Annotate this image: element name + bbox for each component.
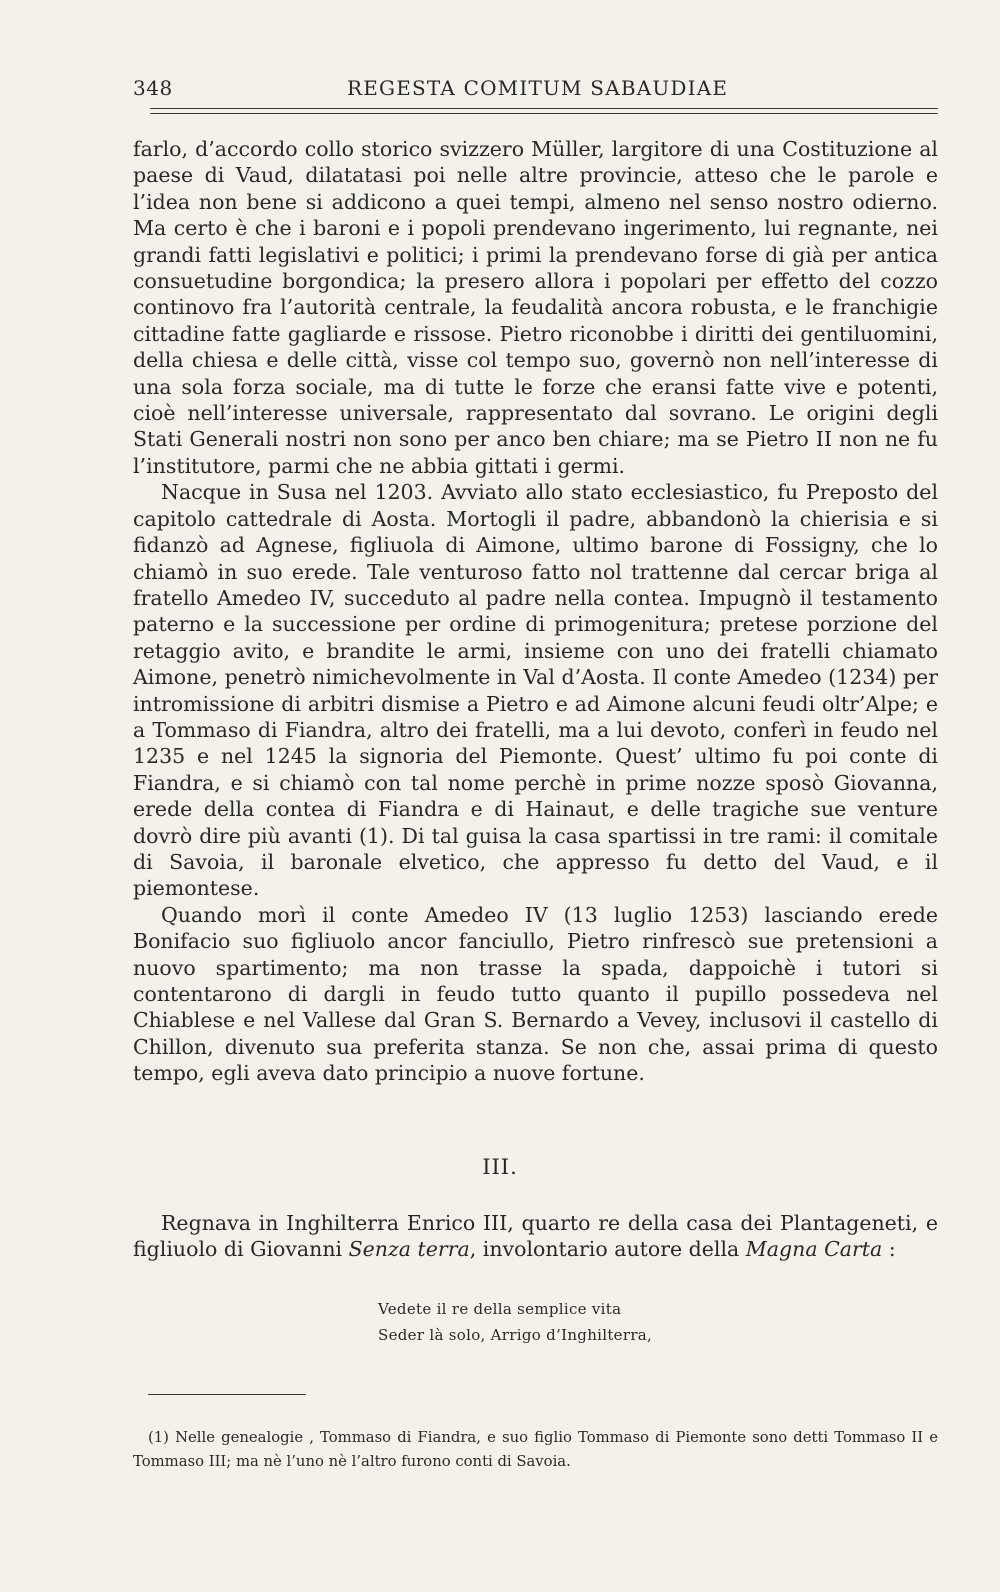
verse-line: Vedete il re della semplice vita [378,1300,622,1318]
page-number: 348 [133,76,173,100]
footnote-rule [148,1394,306,1395]
section-paragraph [133,1210,938,1263]
paragraph: Nacque in Susa nel 1203. Avviato allo stato ecclesiastico, fu Preposto del capitolo cattedrale di Aosta. Mortogli il padre, abbandonò la chierisia e si fidanzò ad Agnese, figliuola di Aimone, ultimo barone di Fossigny, che lo chiamò in suo erede. Tale venturoso fatto nol trattenne dal cercar briga al fratello Amedeo IV, succeduto al padre nella contea. Impugnò il testamento paterno e la successione per ordine di primogenitura; pretese porzione del retaggio avito, e brandite le armi, insieme con uno dei fratelli chiamato Aimone, penetrò nimichevolmente in Val d’Aosta. Il conte Amedeo (1234) per intromissione di arbitri dismise a Pietro e ad Aimone alcuni feudi oltr’Alpe; e a Tommaso di Fiandra, altro dei fratelli, ma a lui devoto, conferì in feudo nel 1235 e nel 1245 la signoria del Piemonte. Quest’ ultimo fu poi conte di Fiandra, e si chiamò con tal nome perchè in prime nozze sposò Giovanna, erede della contea di Fiandra e di Hainaut, e delle tragiche sue venture dovrò dire più avanti (1). Di tal guisa la casa spartissi in tre rami: il comitale di Savoia, il baronale elvetico, che appresso fu detto del Vaud, e il piemontese. [133,480,938,901]
footnote-text: (1) Nelle genealogie , Tommaso di Fiandra, e suo figlio Tommaso di Piemonte sono detti Tommaso II e Tommaso III; ma nè l’uno nè l’altro furono conti di Savoia. [133,1429,938,1470]
header-double-rule [150,108,938,114]
paragraph: farlo, d’accordo collo storico svizzero Müller, largitore di una Costituzione al paese di Vaud, dilatatasi poi nelle altre provincie, atteso che le parole e l’idea non bene si addicono a quei tempi, almeno nel senso nostro odierno. Ma certo è che i baroni e i popoli prendevano ingerimento, lui regnante, nei grandi fatti legislativi e politici; i primi la prendevano forse di già per antica consuetudine borgondica; la presero allora i popolari per effetto del cozzo continovo fra l’autorità centrale, la feudalità ancora robusta, e le franchigie cittadine fatte gagliarde e rissose. Pietro riconobbe i diritti dei gentiluomini, della chiesa e delle città, visse col tempo suo, governò non nell’interesse di una sola forza sociale, ma di tutte le forze che eransi fatte vive e potenti, cioè nell’interesse universale, rappresentato dal sovrano. Le origini degli Stati Generali nostri non sono per anco ben chiare; ma se Pietro II non ne fu l’institutore, parmi che ne abbia gittati i germi. [133,137,938,478]
verse-line: Seder là solo, Arrigo d’Inghilterra, [378,1326,653,1344]
running-title: REGESTA COMITUM SABAUDIAE [347,76,729,100]
verse-quotation [378,1296,652,1348]
text-span: , involontario autore della [469,1237,746,1262]
text-span: : [882,1237,896,1262]
text-span: Regnava in Inghilterra Enrico III, quarto re della casa dei Plantageneti, e figliuolo di Giovanni [133,1211,938,1262]
paragraph: Quando morì il conte Amedeo IV (13 luglio 1253) lasciando erede Bonifacio suo figliuolo ancor fanciullo, Pietro rinfrescò sue pretensioni a nuovo spartimento; ma non trasse la spada, dappoichè i tutori si contentarono di dargli in feudo tutto quanto il pupillo possedeva nel Chiablese e nel Vallese dal Gran S. Bernardo a Vevey, inclusovi il castello di Chillon, divenuto sua preferita stanza. Se non che, assai prima di questo tempo, egli aveva dato principio a nuove fortune. [133,902,938,1086]
italic-phrase: Magna Carta [745,1237,883,1262]
running-head [133,76,938,106]
main-text [133,136,938,1087]
italic-phrase: Senza terra [348,1237,470,1262]
footnote [133,1426,938,1474]
section-number: III. [482,1155,518,1179]
